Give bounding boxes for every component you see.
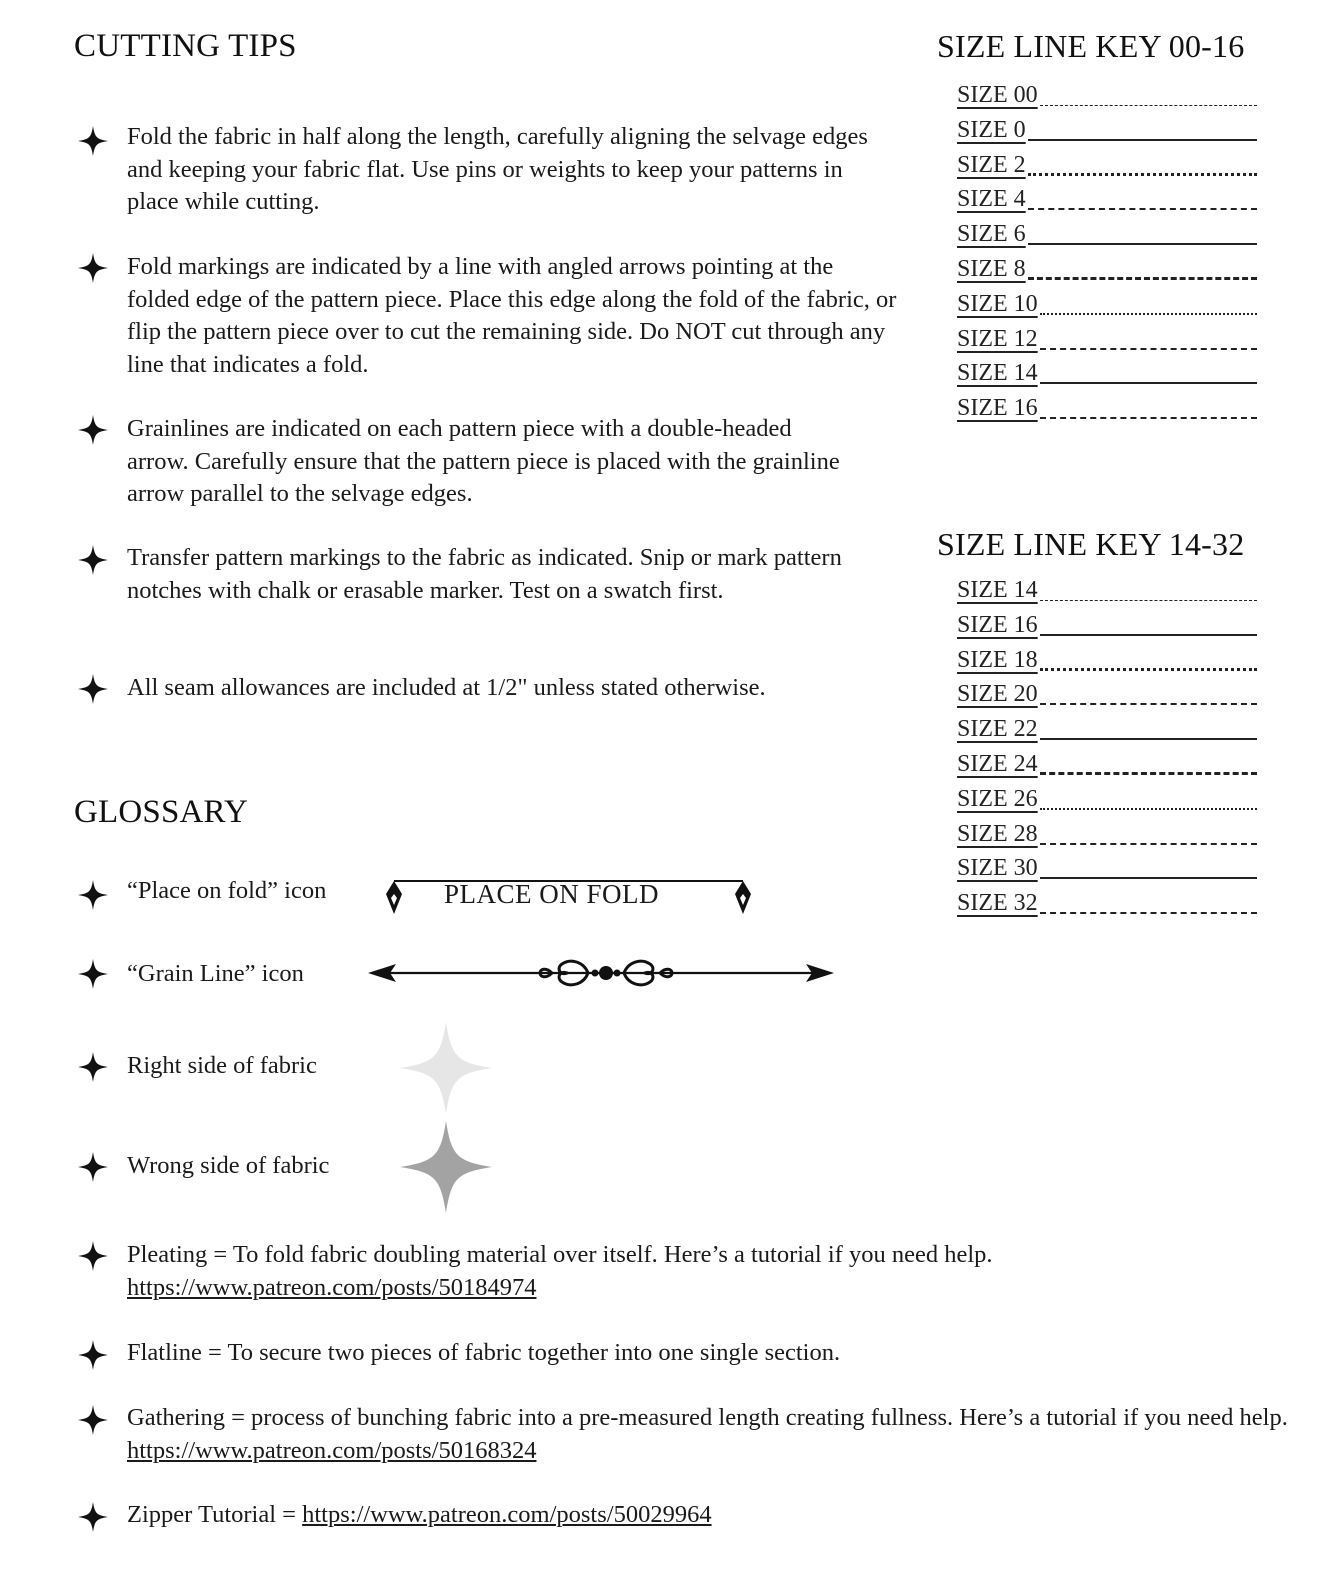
size-line-row (957, 115, 1257, 145)
size-line-sample (1040, 808, 1257, 810)
size-label: SIZE 2 (957, 151, 1026, 178)
size-label: SIZE 32 (957, 890, 1038, 917)
size-line-sample (1028, 277, 1257, 280)
size-line-sample (1040, 843, 1257, 845)
size-line-sample (1040, 912, 1257, 914)
size-label: SIZE 14 (957, 577, 1038, 603)
cutting-tip-seam-allowances: All seam allowances are included at 1/2" unless stated otherwise. (127, 674, 766, 701)
size-label: SIZE 4 (957, 186, 1026, 213)
size-line-row (957, 80, 1257, 110)
size-line-row (957, 150, 1257, 180)
size-line-row (957, 679, 1257, 709)
wrong-side-label: Wrong side of fabric (127, 1152, 330, 1179)
size-label: SIZE 30 (957, 855, 1038, 882)
size-label: SIZE 16 (957, 395, 1038, 422)
size-label: SIZE 28 (957, 820, 1038, 847)
grain-line-label: “Grain Line” icon (127, 960, 304, 987)
star-bullet-icon (78, 415, 108, 445)
cutting-tip-fold-markings: Fold markings are indicated by a line with angled arrows pointing at the folded edge of the pattern piece. Place this edge along the fold of the fabric, or flip the pattern piece over to cut the remaining side. Do NOT cut through any line that indicates a fold. (127, 253, 897, 378)
star-bullet-icon (78, 126, 108, 156)
size-line-row (957, 645, 1257, 675)
size-line-row (957, 784, 1257, 814)
glossary-flatline: Flatline = To secure two pieces of fabric together into one single section. (127, 1339, 841, 1366)
size-line-key-00-16-heading: SIZE LINE KEY 00-16 (937, 28, 1245, 64)
size-line-sample (1040, 348, 1257, 350)
size-line-sample (1040, 877, 1257, 879)
size-line-sample (1028, 208, 1257, 210)
size-line-row (957, 610, 1257, 640)
size-line-sample (1028, 139, 1257, 141)
size-line-sample (1040, 634, 1257, 636)
size-line-sample (1040, 105, 1257, 106)
right-side-star-icon (400, 1022, 492, 1114)
size-line-sample (1040, 382, 1257, 384)
size-line-row (957, 714, 1257, 744)
pleating-text: Pleating = To fold fabric doubling material over itself. Here’s a tutorial if you need help. (127, 1241, 993, 1268)
place-on-fold-label: “Place on fold” icon (127, 877, 327, 904)
size-label: SIZE 22 (957, 716, 1038, 743)
size-line-sample (1040, 703, 1257, 705)
place-on-fold-icon (378, 872, 758, 932)
size-label: SIZE 12 (957, 325, 1038, 352)
glossary-gathering (127, 1402, 1307, 1467)
size-label: SIZE 6 (957, 221, 1026, 248)
size-line-row (957, 888, 1257, 918)
size-label: SIZE 14 (957, 360, 1038, 387)
star-bullet-icon (78, 1241, 108, 1271)
star-bullet-icon (78, 545, 108, 575)
star-bullet-icon (78, 880, 108, 910)
star-bullet-icon (78, 1152, 108, 1182)
star-bullet-icon (78, 674, 108, 704)
glossary-pleating (127, 1239, 1307, 1304)
size-label: SIZE 16 (957, 611, 1038, 638)
size-label: SIZE 8 (957, 256, 1026, 282)
size-label: SIZE 00 (957, 82, 1038, 108)
zipper-link[interactable]: https://www.patreon.com/posts/50029964 (302, 1501, 712, 1528)
zipper-text: Zipper Tutorial = (127, 1501, 296, 1528)
cutting-tip-transfer-markings: Transfer pattern markings to the fabric as indicated. Snip or mark pattern notches with chalk or erasable marker. Test on a swatch first. (127, 544, 842, 604)
size-line-sample (1040, 738, 1257, 740)
size-line-row (957, 289, 1257, 319)
cutting-tip-grainlines: Grainlines are indicated on each pattern piece with a double-headed arrow. Carefully ensure that the pattern piece is placed with the grainline arrow parallel to the selvage edges. (127, 415, 840, 507)
size-line-sample (1040, 313, 1257, 315)
size-line-row (957, 749, 1257, 779)
pleating-link[interactable]: https://www.patreon.com/posts/50184974 (127, 1273, 537, 1301)
size-line-sample (1028, 243, 1257, 245)
star-bullet-icon (78, 1405, 108, 1435)
star-bullet-icon (78, 253, 108, 283)
size-label: SIZE 26 (957, 785, 1038, 812)
size-line-row (957, 575, 1257, 605)
place-on-fold-text: PLACE ON FOLD (444, 879, 660, 909)
right-side-label: Right side of fabric (127, 1052, 317, 1079)
size-label: SIZE 0 (957, 116, 1026, 143)
size-line-row (957, 358, 1257, 388)
glossary-heading: GLOSSARY (74, 794, 248, 830)
size-line-sample (1040, 600, 1257, 601)
size-label: SIZE 18 (957, 646, 1038, 673)
gathering-text: Gathering = process of bunching fabric into a pre-measured length creating fullness. Here’s a tutorial if you need help. (127, 1404, 1288, 1431)
size-line-row (957, 393, 1257, 423)
star-bullet-icon (78, 1340, 108, 1370)
size-line-row (957, 184, 1257, 214)
cutting-tip-fold-fabric: Fold the fabric in half along the length, carefully aligning the selvage edges and keeping your fabric flat. Use pins or weights to keep your patterns in place while cutting. (127, 123, 868, 215)
size-line-key-14-32-heading: SIZE LINE KEY 14-32 (937, 526, 1245, 562)
cutting-tips-heading: CUTTING TIPS (74, 28, 297, 64)
star-bullet-icon (78, 959, 108, 989)
size-label: SIZE 24 (957, 751, 1038, 777)
size-line-sample (1040, 668, 1257, 671)
size-label: SIZE 20 (957, 681, 1038, 708)
size-line-row (957, 819, 1257, 849)
size-line-row (957, 254, 1257, 284)
size-line-sample (1028, 173, 1257, 176)
size-line-row (957, 219, 1257, 249)
wrong-side-star-icon (400, 1121, 492, 1213)
grain-line-icon (366, 940, 846, 1004)
size-line-sample (1040, 772, 1257, 775)
size-line-row (957, 853, 1257, 883)
size-line-row (957, 324, 1257, 354)
gathering-link[interactable]: https://www.patreon.com/posts/50168324 (127, 1436, 537, 1464)
glossary-zipper (127, 1499, 1307, 1532)
star-bullet-icon (78, 1502, 108, 1532)
star-bullet-icon (78, 1052, 108, 1082)
size-label: SIZE 10 (957, 290, 1038, 317)
size-line-sample (1040, 417, 1257, 419)
